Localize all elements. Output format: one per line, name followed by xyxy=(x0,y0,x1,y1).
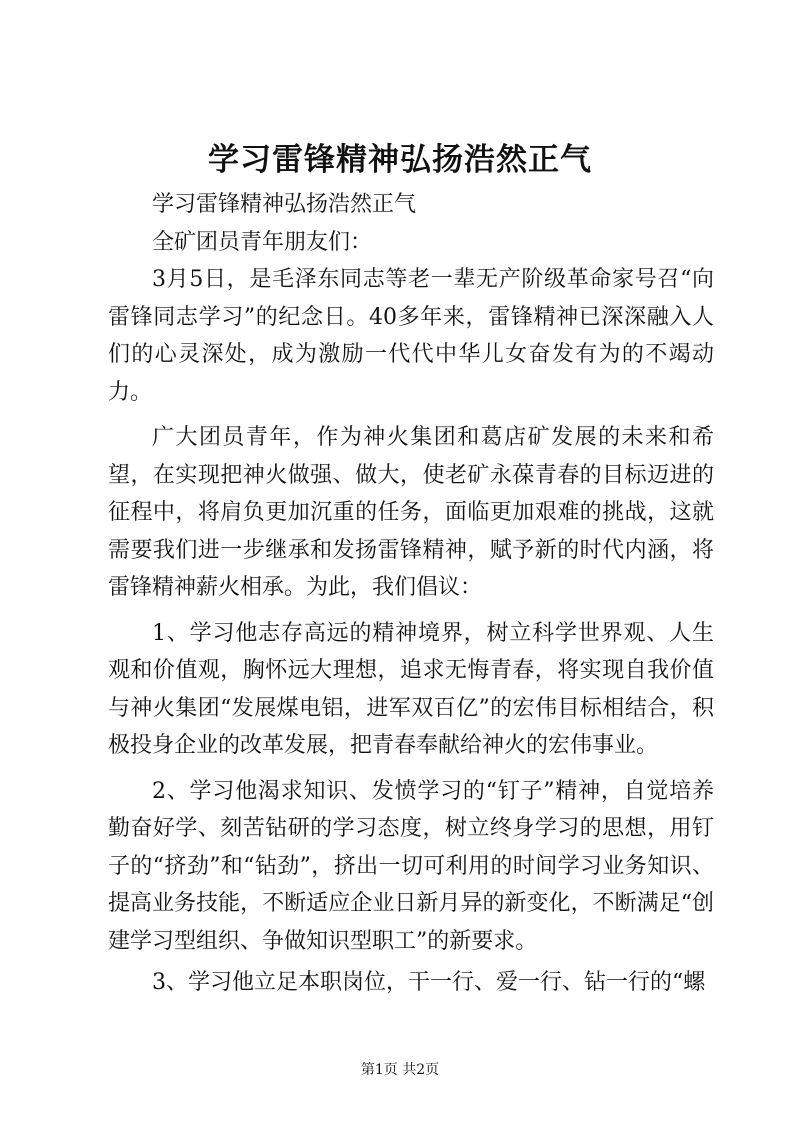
document-body xyxy=(108,186,714,1002)
paragraph-item-2: 2、学习他渴求知识、发愤学习的“钉子”精神，自觉培养勤奋好学、刻苦钻研的学习态度，树立终身学习的思想，用钉子的“挤劲”和“钻劲”，挤出一切可利用的时间学习业务知识、提高业务技能，不断适应企业日新月异的新变化，不断满足“创建学习型组织、争做知识型职工”的新要求。 xyxy=(108,778,714,954)
paragraph-item-3: 3、学习他立足本职岗位，干一行、爱一行、钻一行的“螺 xyxy=(152,970,706,995)
paragraph-salutation: 全矿团员青年朋友们： xyxy=(152,229,373,255)
paragraph-item-1: 1、学习他志存高远的精神境界，树立科学世界观、人生观和价值观，胸怀远大理想，追求无悔青春，将实现自我价值与神火集团“发展煤电铝，进军双百亿”的宏伟目标相结合，积极投身企业的改革发展，把青春奉献给神火的宏伟事业。 xyxy=(108,620,714,758)
paragraph-context: 广大团员青年，作为神火集团和葛店矿发展的未来和希望，在实现把神火做强、做大，使老矿永葆青春的目标迈进的征程中，将肩负更加沉重的任务，面临更加艰难的挑战，这就需要我们进一步继承和发扬雷锋精神，赋予新的时代内涵，将雷锋精神薪火相承。为此，我们倡议： xyxy=(108,425,714,600)
document-title: 学习雷锋精神弘扬浩然正气 xyxy=(208,142,592,178)
paragraph-subtitle: 学习雷锋精神弘扬浩然正气 xyxy=(152,192,417,217)
page-footer: 第1页 共2页 xyxy=(360,1062,440,1078)
paragraph-intro: 3月5日，是毛泽东同志等老一辈无产阶级革命家号召“向雷锋同志学习”的纪念日。40多年来，雷锋精神已深深融入人们的心灵深处，成为激励一代代中华儿女奋发有为的不竭动力。 xyxy=(108,267,714,405)
